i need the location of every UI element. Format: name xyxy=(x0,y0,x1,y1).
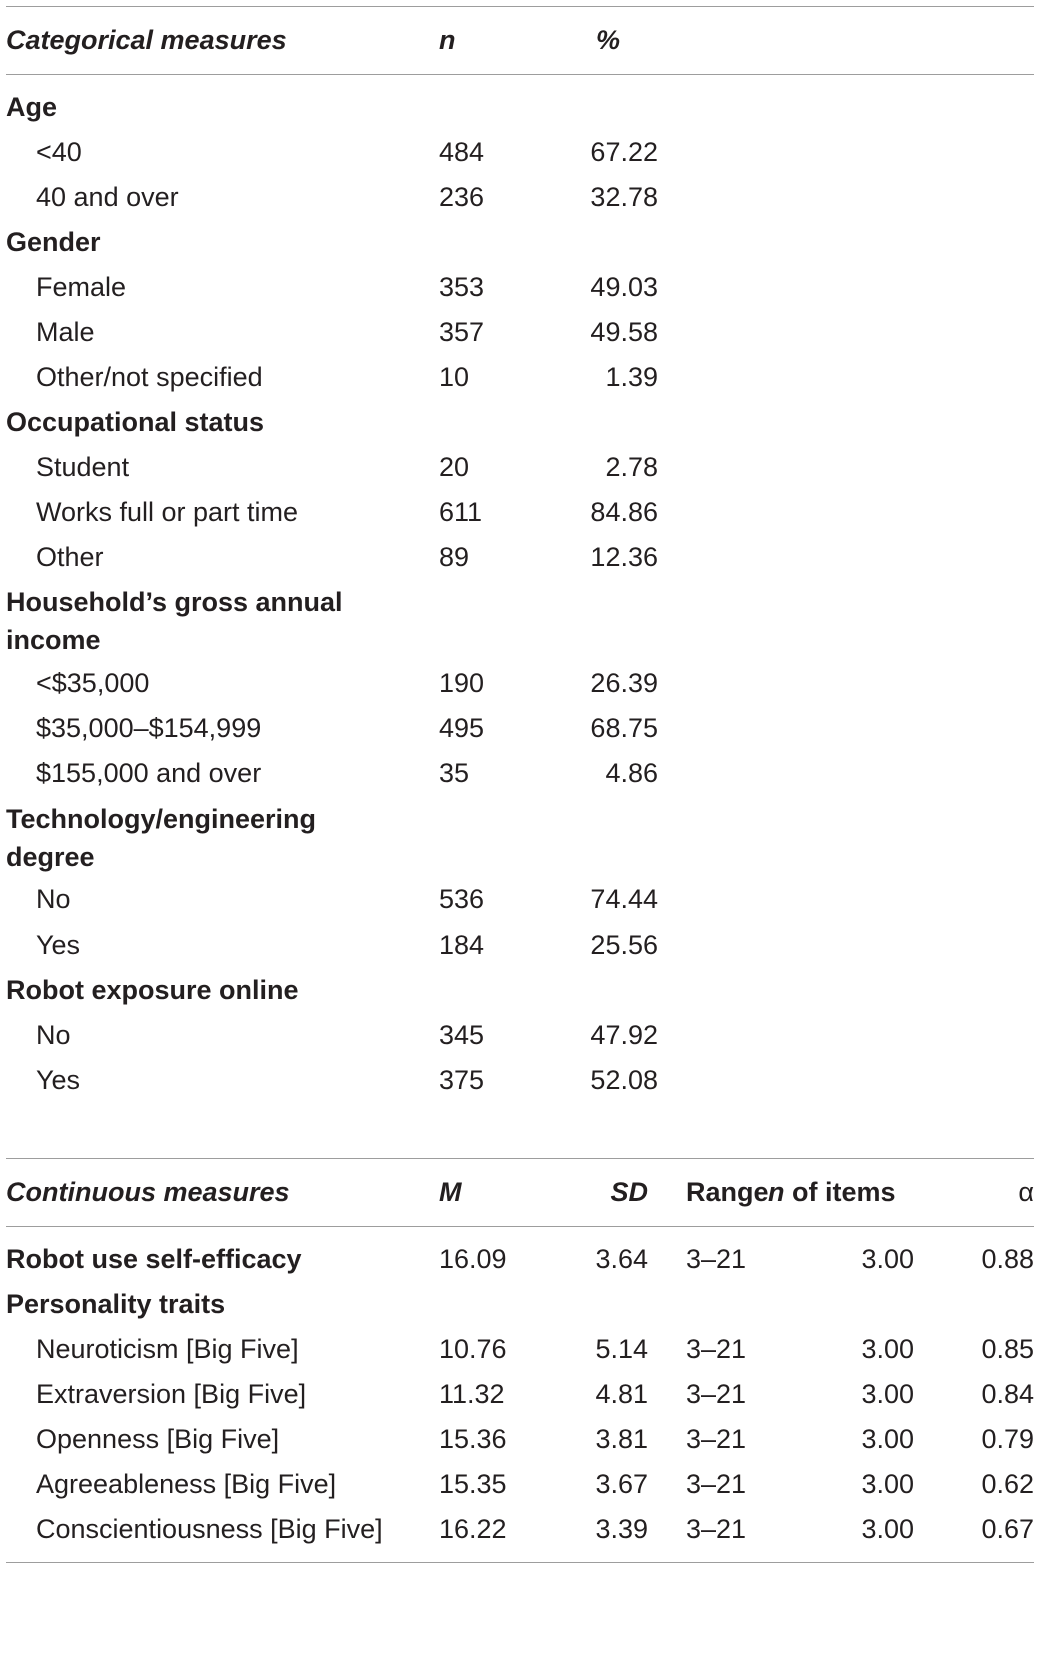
continuous-header-m: M xyxy=(439,1177,462,1207)
table-bottom-rule xyxy=(6,1562,1034,1563)
robot-use-row: Robot use self-efficacy 16.09 3.64 3–21 3.00 0.88 xyxy=(6,1244,1034,1274)
continuous-header-sd: SD xyxy=(610,1177,648,1207)
continuous-top-rule xyxy=(6,1158,1034,1159)
categorical-header-row xyxy=(6,17,1034,63)
continuous-header-row xyxy=(6,1169,1034,1215)
table-row: Female 353 49.03 xyxy=(36,272,658,302)
table-row: Yes 184 25.56 xyxy=(36,930,658,960)
continuous-header-range: Range xyxy=(686,1177,769,1207)
table-row: Neuroticism [Big Five] 10.76 5.14 3–21 3.00 0.85 xyxy=(36,1334,1034,1364)
categorical-header-label: Categorical measures xyxy=(6,25,287,55)
table-row: Works full or part time 611 84.86 xyxy=(36,497,658,527)
group-title-gender: Gender xyxy=(6,227,101,257)
categorical-header-pct: % xyxy=(596,25,621,55)
group-title-occupational-status: Occupational status xyxy=(6,407,265,437)
categorical-header-rule xyxy=(6,74,1034,75)
categorical-header-n: n xyxy=(439,25,456,55)
group-title-age: Age xyxy=(6,92,58,122)
table-row: <40 484 67.22 xyxy=(36,137,658,167)
continuous-header-label: Continuous measures xyxy=(6,1177,290,1207)
table-row: Extraversion [Big Five] 11.32 4.81 3–21 3.00 0.84 xyxy=(36,1379,1034,1409)
table-row: No 345 47.92 xyxy=(36,1020,658,1050)
table-row: Openness [Big Five] 15.36 3.81 3–21 3.00 0.79 xyxy=(36,1424,1034,1454)
table-row: Agreeableness [Big Five] 15.35 3.67 3–21 3.00 0.62 xyxy=(36,1469,1034,1499)
continuous-header-alpha: α xyxy=(1018,1177,1034,1207)
continuous-header-rule xyxy=(6,1226,1034,1227)
table-row: 40 and over 236 32.78 xyxy=(36,182,658,212)
continuous-header-items: n of items xyxy=(768,1177,896,1207)
table-row: $35,000–$154,999 495 68.75 xyxy=(36,713,658,743)
table-row: Other/not specified 10 1.39 xyxy=(36,362,658,392)
table-row: Conscientiousness [Big Five] 16.22 3.39 3–21 3.00 0.67 xyxy=(36,1514,1034,1544)
table-row: No 536 74.44 xyxy=(36,884,658,914)
table-top-rule xyxy=(6,6,1034,7)
group-title-tech-degree: Technology/engineering degree xyxy=(6,804,317,872)
table-row: Male 357 49.58 xyxy=(36,317,658,347)
table-row: Yes 375 52.08 xyxy=(36,1065,658,1095)
table-row: Other 89 12.36 xyxy=(36,542,658,572)
group-title-robot-exposure: Robot exposure online xyxy=(6,975,299,1005)
group-title-personality: Personality traits xyxy=(6,1289,226,1319)
table-row: $155,000 and over 35 4.86 xyxy=(36,758,658,788)
table-row: <$35,000 190 26.39 xyxy=(36,668,658,698)
table-row: Student 20 2.78 xyxy=(36,452,658,482)
group-title-household-income: Household’s gross annual income xyxy=(6,587,343,655)
